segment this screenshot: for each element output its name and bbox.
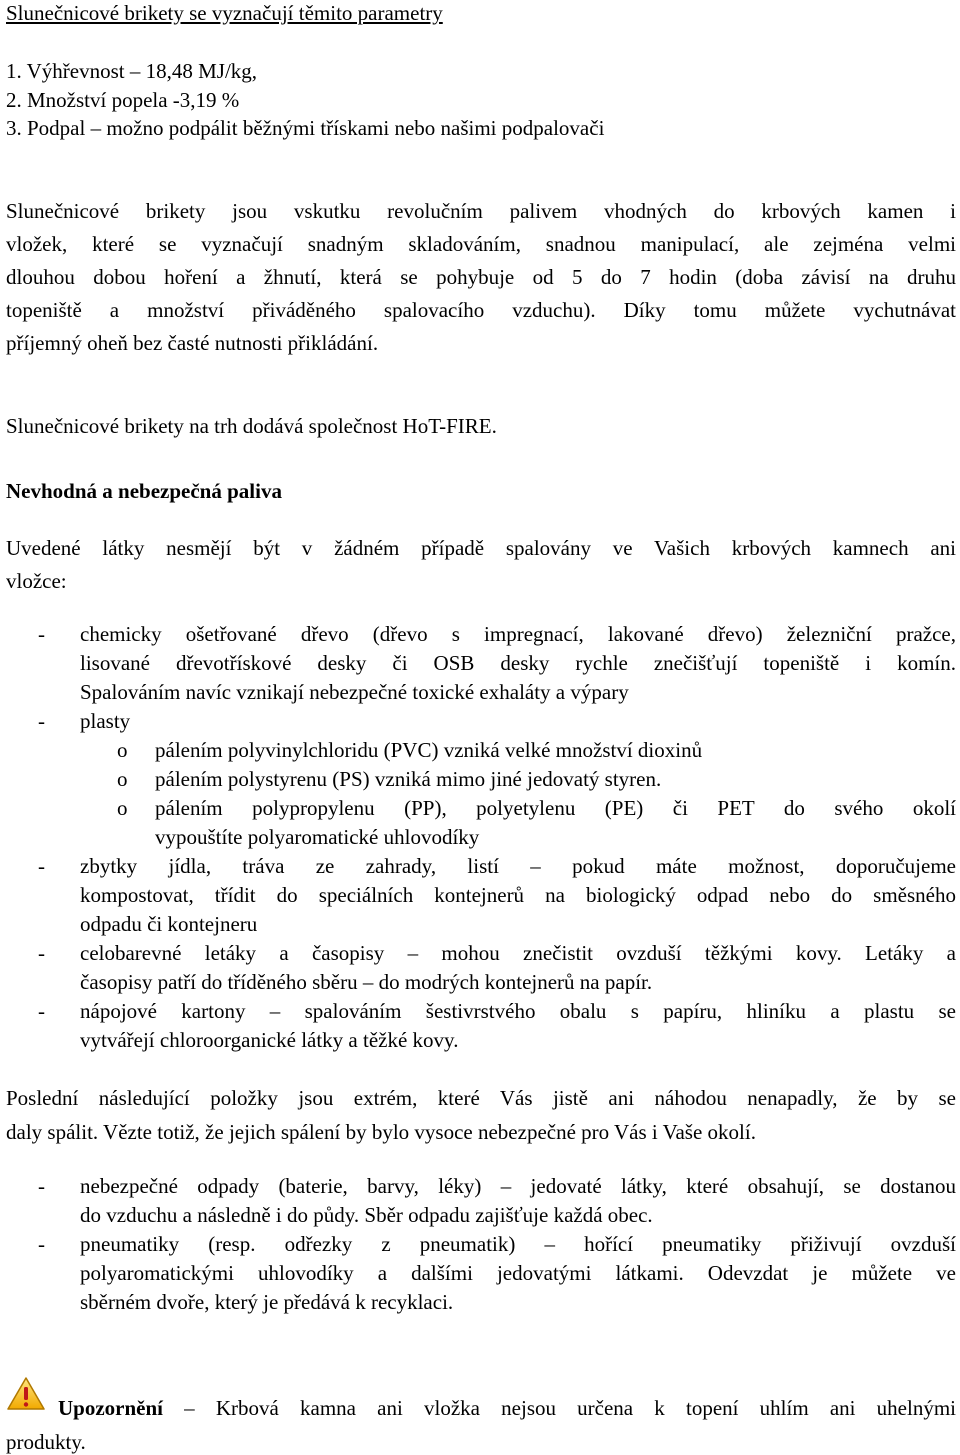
list-item-line: plasty (80, 709, 131, 733)
list-item-line: polyaromatickými uhlovodíky a dalšími jedovatými látkami. Odevzdat je můžete ve (80, 1261, 956, 1285)
extreme-intro-line: Poslední následující položky jsou extrém, které Vás jistě ani náhodou nenapadly, že by se (6, 1086, 956, 1110)
param-item: 1. Výhřevnost – 18,48 MJ/kg, (6, 59, 258, 83)
list-item-line: nebezpečné odpady (baterie, barvy, léky) – jedovaté látky, které obsahují, se dostanou (80, 1174, 956, 1198)
intro-line: dlouhou dobou hoření a žhnutí, která se pohybuje od 5 do 7 hodin (doba závisí na druhu (6, 265, 956, 289)
section-title: Nevhodná a nebezpečná paliva (6, 479, 282, 503)
list-item-line: zbytky jídla, tráva ze zahrady, listí – pokud máte možnost, doporučujeme (80, 854, 956, 878)
list-item-line: celobarevné letáky a časopisy – mohou znečistit ovzduší těžkými kovy. Letáky a (80, 941, 956, 965)
list-item-line: kompostovat, třídit do speciálních kontejnerů na biologický odpad nebo do směsného (80, 883, 956, 907)
list-item-line: odpadu či kontejneru (80, 912, 258, 936)
intro-line: příjemný oheň bez časté nutnosti přikládání. (6, 331, 379, 355)
list-item-line: lisované dřevotřískové desky či OSB desky rychle znečišťují topeniště i komín. (80, 651, 956, 675)
sub-item-line: pálením polyvinylchloridu (PVC) vzniká velké množství dioxinů (155, 738, 703, 762)
section-intro-line: Uvedené látky nesmějí být v žádném případě spalovány ve Vašich krbových kamnech ani (6, 536, 956, 560)
dash-bullet: - (38, 1174, 45, 1198)
dash-bullet: - (38, 709, 45, 733)
dash-bullet: - (38, 1232, 45, 1256)
dash-bullet: - (38, 999, 45, 1023)
sub-bullet: o (117, 767, 128, 791)
sub-item-line: pálením polypropylenu (PP), polyetylenu (PE) či PET do svého okolí (155, 796, 956, 820)
sub-bullet: o (117, 738, 128, 762)
dash-bullet: - (38, 854, 45, 878)
intro-line: Slunečnicové brikety jsou vskutku revolučním palivem vhodných do krbových kamen i (6, 199, 956, 223)
warning-line (58, 1395, 956, 1421)
sub-bullet: o (117, 796, 128, 820)
dash-bullet: - (38, 941, 45, 965)
sub-item-line: vypouštíte polyaromatické uhlovodíky (155, 825, 480, 849)
warning-triangle-icon (6, 1376, 46, 1412)
list-item-line: sběrném dvoře, který je předává k recyklaci. (80, 1290, 454, 1314)
warning-line: produkty. (6, 1430, 86, 1454)
list-item-line: chemicky ošetřované dřevo (dřevo s impregnací, lakované dřevo) železniční pražce, (80, 622, 956, 646)
warning-label: Upozornění (58, 1396, 163, 1420)
param-item: 2. Množství popela -3,19 % (6, 88, 240, 112)
intro-line: topeniště a množství přiváděného spalovacího vzduchu). Díky tomu můžete vychutnávat (6, 298, 956, 322)
list-item-line: Spalováním navíc vznikají nebezpečné toxické exhaláty a výpary (80, 680, 629, 704)
sub-item-line: pálením polystyrenu (PS) vzniká mimo jiné jedovatý styren. (155, 767, 662, 791)
dash-bullet: - (38, 622, 45, 646)
list-item-line: do vzduchu a následně i do půdy. Sběr odpadu zajišťuje každá obec. (80, 1203, 653, 1227)
list-item-line: vytvářejí chloroorganické látky a těžké kovy. (80, 1028, 459, 1052)
extreme-intro-line: daly spálit. Vězte totiž, že jejich spálení by bylo vysoce nebezpečné pro Vás i Vaše okolí. (6, 1120, 756, 1144)
list-item-line: časopisy patří do tříděného sběru – do modrých kontejnerů na papír. (80, 970, 653, 994)
intro-line: vložek, které se vyznačují snadným skladováním, snadnou manipulací, ale zejména velmi (6, 232, 956, 256)
header-title: Slunečnicové brikety se vyznačují těmito parametry (6, 1, 443, 25)
supplier-note: Slunečnicové brikety na trh dodává společnost HoT-FIRE. (6, 414, 497, 438)
param-item: 3. Podpal – možno podpálit běžnými třískami nebo našimi podpalovači (6, 116, 605, 140)
list-item-line: pneumatiky (resp. odřezky z pneumatik) – hořící pneumatiky přiživují ovzduší (80, 1232, 956, 1256)
section-intro-line: vložce: (6, 569, 67, 593)
warning-text: – Krbová kamna ani vložka nejsou určena k topení uhlím ani uhelnými (163, 1396, 956, 1420)
list-item-line: nápojové kartony – spalováním šestivrstvého obalu s papíru, hliníku a plastu se (80, 999, 956, 1023)
